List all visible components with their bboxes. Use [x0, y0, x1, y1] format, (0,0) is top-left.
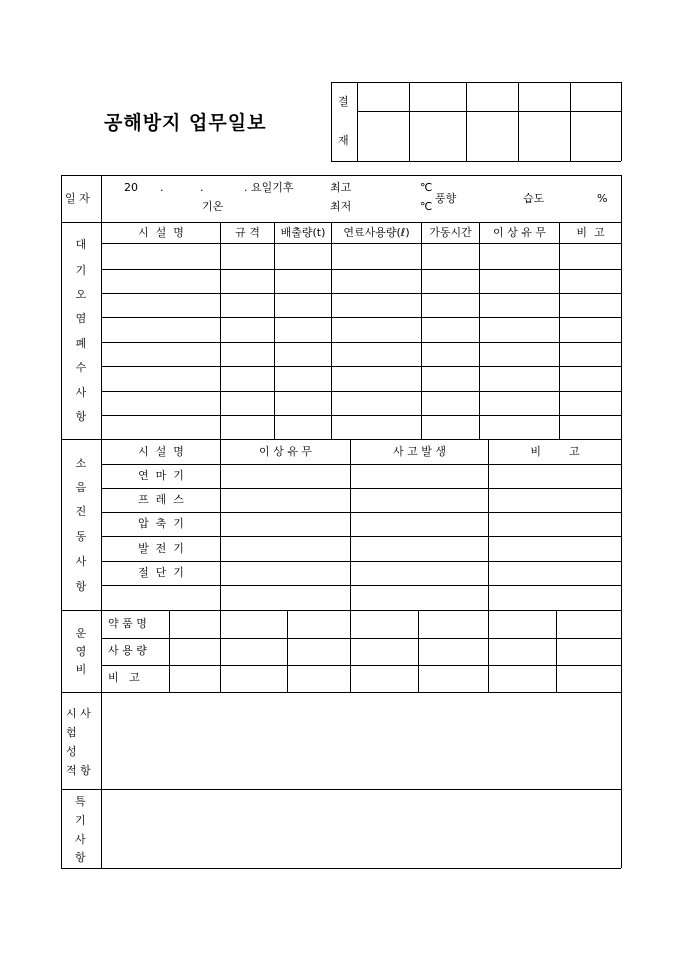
date-dot-month: . — [160, 181, 164, 194]
max-temp-unit: ℃ — [420, 181, 433, 194]
air-header-emission: 배출량(t) — [280, 226, 326, 239]
noise-header-remarks: 비 고 — [530, 445, 580, 458]
date-label: 일 자 — [65, 192, 90, 205]
list-item: 발 전 기 — [138, 542, 184, 555]
air-header-operating-time: 가동시간 — [429, 226, 472, 239]
min-temp-unit: ℃ — [420, 200, 433, 213]
air-header-fuel-usage: 연료사용량(ℓ) — [343, 226, 410, 239]
humidity-unit: % — [597, 192, 608, 205]
max-temp-label: 최고 — [330, 181, 352, 194]
approval-label-top: 결 — [338, 95, 349, 108]
noise-header-facility: 시 설 명 — [138, 445, 184, 458]
air-header-spec: 규 격 — [235, 226, 260, 239]
list-item: 절 단 기 — [138, 566, 184, 579]
list-item: 압 축 기 — [138, 517, 184, 530]
operating-remarks: 비 고 — [108, 671, 140, 684]
air-header-abnormality: 이 상 유 무 — [493, 226, 546, 239]
operating-chemical-name: 약 품 명 — [108, 617, 147, 630]
list-item: 연 마 기 — [138, 469, 184, 482]
operating-usage-amount: 사 용 량 — [108, 644, 147, 657]
date-year: 20 — [124, 181, 138, 194]
humidity-label: 습도 — [523, 192, 545, 205]
min-temp-label: 최저 — [330, 200, 352, 213]
list-item: 프 레 스 — [138, 493, 184, 506]
air-header-remarks: 비 고 — [576, 226, 605, 239]
temperature-label: 기온 — [202, 200, 224, 213]
noise-header-accident: 사 고 발 생 — [393, 445, 446, 458]
date-dot-day: . — [200, 181, 204, 194]
wind-direction-label: 풍향 — [435, 192, 457, 205]
noise-header-abnormality: 이 상 유 무 — [259, 445, 312, 458]
document-title: 공해방지 업무일보 — [104, 112, 267, 134]
weekday-weather-label: . 요일기후 — [244, 181, 294, 194]
air-header-facility: 시 설 명 — [138, 226, 184, 239]
approval-label-bottom: 재 — [338, 134, 349, 147]
